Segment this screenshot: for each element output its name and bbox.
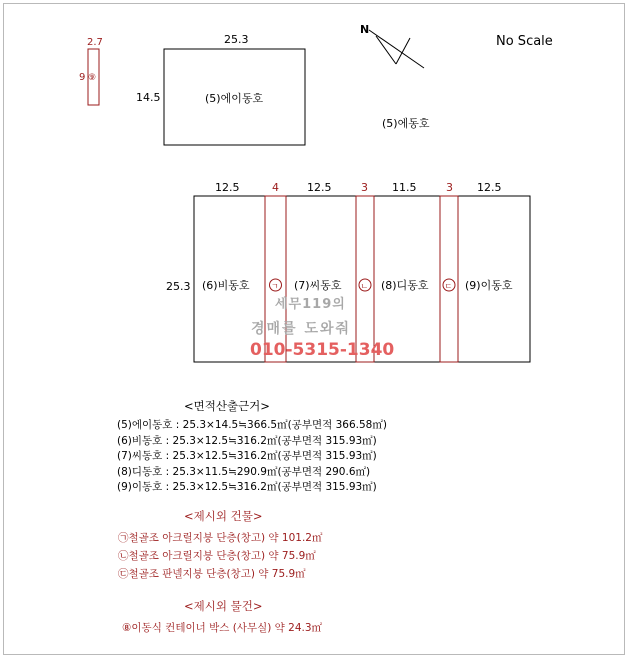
watermark-line1: 세무119의	[275, 297, 346, 312]
excluded-buildings-title: <제시외 건물>	[184, 509, 263, 523]
b5-name: (5)에이동호	[205, 92, 264, 105]
scale-label: No Scale	[496, 34, 553, 49]
b5-depth-label: 14.5	[136, 91, 161, 104]
excluded-buildings-list	[118, 529, 322, 583]
watermark-phone: 010-5315-1340	[250, 340, 395, 360]
area-calc-row: (9)이동호 : 25.3×12.5≒316.2㎡(공부면적 315.93㎡)	[117, 481, 377, 493]
width-label-6: 12.5	[215, 181, 240, 194]
width-label-c: 3	[446, 181, 453, 194]
area-calc-row: (7)씨동호 : 25.3×12.5≒316.2㎡(공부면적 315.93㎡)	[117, 450, 377, 462]
area-calc-row: (8)디동호 : 25.3×11.5≒290.9㎡(공부면적 290.6㎡)	[117, 465, 371, 478]
excluded-items-list	[122, 621, 322, 637]
svg-text:ㄷ: ㄷ	[444, 282, 453, 291]
annex-a-mark	[270, 279, 282, 291]
svg-text:ㄱ: ㄱ	[271, 282, 279, 291]
excluded-building-row: ㉠철골조 아크릴지붕 단층(창고) 약 101.2㎡	[118, 532, 323, 544]
b9-name: (9)이동호	[465, 279, 513, 292]
area-calc-title: <면적산출근거>	[184, 399, 270, 413]
b9-width-label: 2.7	[87, 37, 103, 48]
width-label-7: 12.5	[307, 181, 332, 194]
b6-name: (6)비동호	[202, 279, 250, 292]
width-label-8: 11.5	[392, 181, 417, 194]
excluded-building-row: ㉡철골조 아크릴지붕 단층(창고) 약 75.9㎡	[118, 550, 316, 562]
excluded-items-title: <제시외 물건>	[184, 599, 263, 613]
excluded-item-row: ⑧이동식 컨테이너 박스 (사무실) 약 24.3㎡	[122, 622, 323, 634]
b9-depth-label: 9	[79, 72, 86, 83]
watermark-line2: 경매를 도와줘	[251, 321, 352, 337]
annex-b-mark	[359, 279, 371, 291]
annex-c-mark	[443, 279, 455, 291]
area-calc-row: (5)에이동호 : 25.3×14.5≒366.5㎡(공부면적 366.58㎡)	[117, 419, 387, 431]
area-calc-list	[117, 418, 387, 496]
north-label: N	[360, 23, 370, 36]
width-label-a: 4	[272, 181, 279, 194]
b8-name: (8)디동호	[381, 279, 429, 292]
excluded-building-row: ㉢철골조 판넬지붕 단층(창고) 약 75.9㎡	[118, 568, 306, 580]
row-depth-label: 25.3	[166, 280, 191, 293]
width-label-9: 12.5	[477, 181, 502, 194]
width-label-b: 3	[361, 181, 368, 194]
area-calc-row: (6)비동호 : 25.3×12.5≒316.2㎡(공부면적 315.93㎡)	[117, 434, 377, 447]
b7-name: (7)씨동호	[294, 279, 342, 292]
b5-right-label: (5)에동호	[382, 117, 430, 130]
north-arrow-icon	[369, 30, 424, 68]
b5-width-label: 25.3	[224, 33, 249, 46]
b9-mark: ⑨	[88, 73, 97, 83]
svg-text:ㄴ: ㄴ	[360, 282, 369, 291]
